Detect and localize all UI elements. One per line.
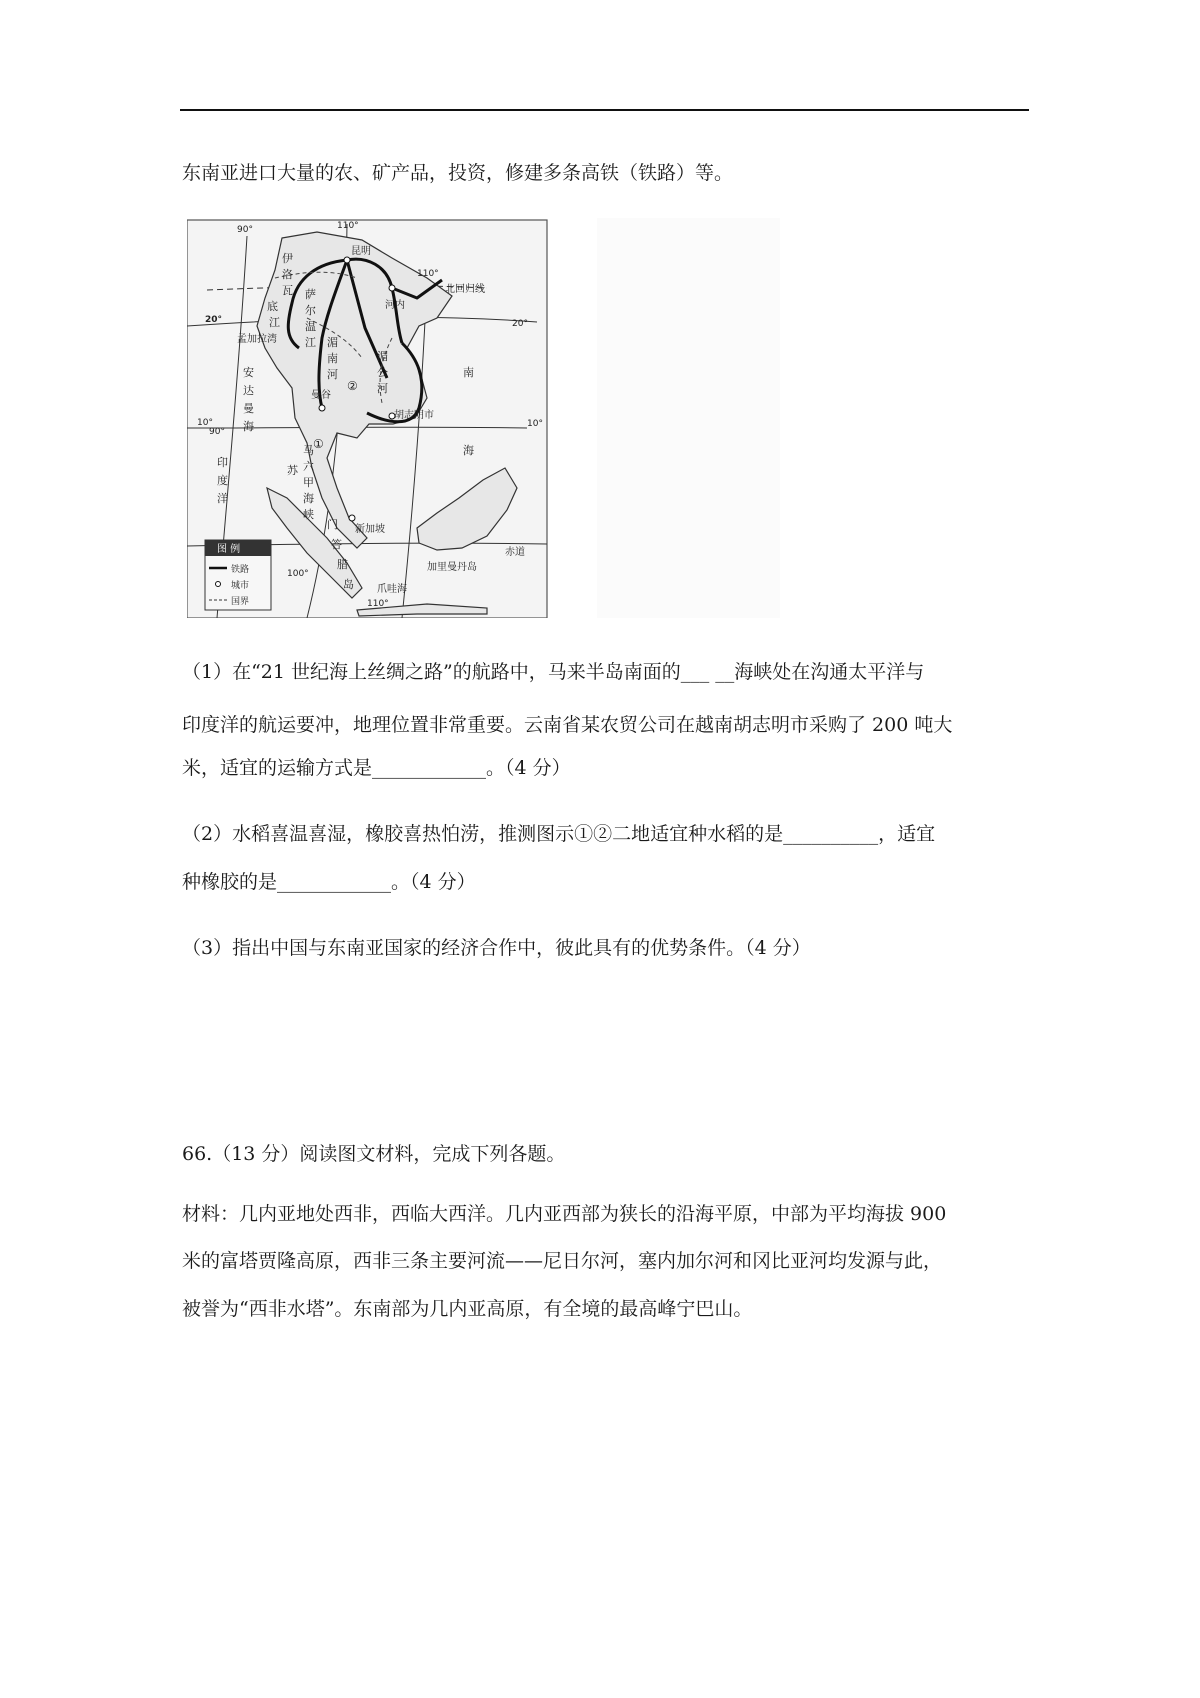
legend-city: 城市: [231, 581, 250, 591]
andaman-c4: 海: [243, 420, 254, 433]
indian-ocean-c3: 洋: [217, 492, 228, 505]
city-hochiminh: 胡志明市: [394, 410, 434, 421]
andaman-c1: 安: [243, 366, 254, 379]
chao-phraya-c3: 河: [327, 368, 338, 381]
question-1-line-2: 印度洋的航运要冲，地理位置非常重要。云南省某农贸公司在越南胡志明市采购了 200 吨大: [182, 714, 953, 736]
material-line-1: 材料：几内亚地处西非，西临大西洋。几内亚西部为狭长的沿海平原，中部为平均海拔 900: [182, 1203, 947, 1225]
malacca-c3: 甲: [303, 476, 314, 489]
legend-city-swatch: [216, 582, 221, 587]
salween-c3: 温: [305, 320, 316, 333]
legend-title: 图 例: [217, 544, 241, 555]
indian-ocean-c2: 度: [217, 474, 228, 487]
kalimantan-label: 加里曼丹岛: [427, 562, 477, 573]
irrawaddy-c4: 底: [267, 300, 278, 313]
irrawaddy-c5: 江: [269, 316, 280, 329]
southeast-asia-map: [187, 218, 780, 618]
irrawaddy-c1: 伊: [282, 252, 293, 265]
city-kunming: 昆明: [351, 246, 371, 257]
header-rule: [180, 109, 1029, 111]
lat-label-10-left: 10°: [197, 418, 213, 428]
lat-label-20-left: 20°: [205, 315, 223, 325]
chao-phraya-c2: 南: [327, 352, 338, 365]
city-hanoi: 河内: [385, 300, 405, 311]
mekong-c1: 湄: [377, 350, 388, 363]
lon-label-90-bottom: 90°: [209, 427, 225, 437]
marker-2: ②: [347, 379, 358, 393]
question-1-line-1: （1）在“21 世纪海上丝绸之路”的航路中，马来半岛南面的___ __海峡处在沟通太平洋与: [182, 661, 925, 683]
sumatra-c5: 岛: [343, 578, 354, 591]
java-sea-label: 爪哇海: [377, 584, 407, 595]
mekong-c2: 公: [377, 366, 388, 379]
marker-1: ①: [313, 437, 324, 451]
question-2-line-1: （2）水稻喜温喜湿，橡胶喜热怕涝，推测图示①②二地适宜种水稻的是__________，适宜: [182, 823, 936, 845]
irrawaddy-c3: 瓦: [282, 284, 293, 297]
material-line-3: 被誉为“西非水塔”。东南部为几内亚高原，有全境的最高峰宁巴山。: [182, 1298, 753, 1320]
legend-border: 国界: [231, 597, 250, 607]
lat-label-10-right: 10°: [527, 419, 543, 429]
indian-ocean-c1: 印: [217, 456, 228, 469]
lat-label-20-right: 20°: [512, 319, 528, 329]
intro-text: 东南亚进口大量的农、矿产品，投资，修建多条高铁（铁路）等。: [182, 162, 734, 184]
irrawaddy-c2: 洛: [282, 268, 293, 281]
andaman-c3: 曼: [243, 402, 254, 415]
lon-label-100-bottom: 100°: [287, 569, 309, 579]
chittagong-label: 孟加拉湾: [237, 334, 277, 345]
lon-label-110-top: 110°: [337, 221, 359, 231]
tropic-label: 北回归线: [445, 284, 485, 295]
question-66-title: 66.（13 分）阅读图文材料，完成下列各题。: [182, 1143, 566, 1165]
malacca-c2: 六: [303, 460, 314, 473]
legend-railway: 铁路: [231, 565, 250, 575]
city-singapore: 新加坡: [355, 524, 385, 535]
material-line-2: 米的富塔贾隆高原，西非三条主要河流——尼日尔河，塞内加尔河和冈比亚河均发源与此，: [182, 1250, 943, 1272]
question-1-line-3: 米，适宜的运输方式是____________。（4 分）: [182, 757, 571, 779]
mekong-c3: 河: [377, 382, 388, 395]
sumatra-c1: 苏: [287, 464, 298, 477]
sumatra-c3: 答: [331, 538, 342, 551]
lon-label-90-top: 90°: [237, 225, 253, 235]
equator-label: 赤道: [505, 547, 525, 558]
south-sea-c2: 海: [463, 444, 474, 457]
malacca-c1: 马: [303, 444, 314, 457]
map-legend: [205, 540, 271, 610]
city-bangkok: 曼谷: [311, 390, 331, 401]
malacca-c5: 峡: [303, 508, 314, 521]
question-2-line-2: 种橡胶的是____________。（4 分）: [182, 871, 476, 893]
question-3: （3）指出中国与东南亚国家的经济合作中，彼此具有的优势条件。（4 分）: [182, 937, 811, 959]
sumatra-c4: 腊: [337, 558, 348, 571]
salween-c1: 萨: [305, 288, 316, 301]
sumatra-c2: 门: [327, 518, 338, 531]
lon-label-110-bottom: 110°: [367, 599, 389, 609]
malacca-c4: 海: [303, 492, 314, 505]
salween-c2: 尔: [305, 304, 316, 317]
chao-phraya-c1: 湄: [327, 336, 338, 349]
andaman-c2: 达: [243, 384, 254, 397]
south-sea-c1: 南: [463, 366, 474, 379]
salween-c4: 江: [305, 336, 316, 349]
lon-label-110-mid: 110°: [417, 269, 439, 279]
